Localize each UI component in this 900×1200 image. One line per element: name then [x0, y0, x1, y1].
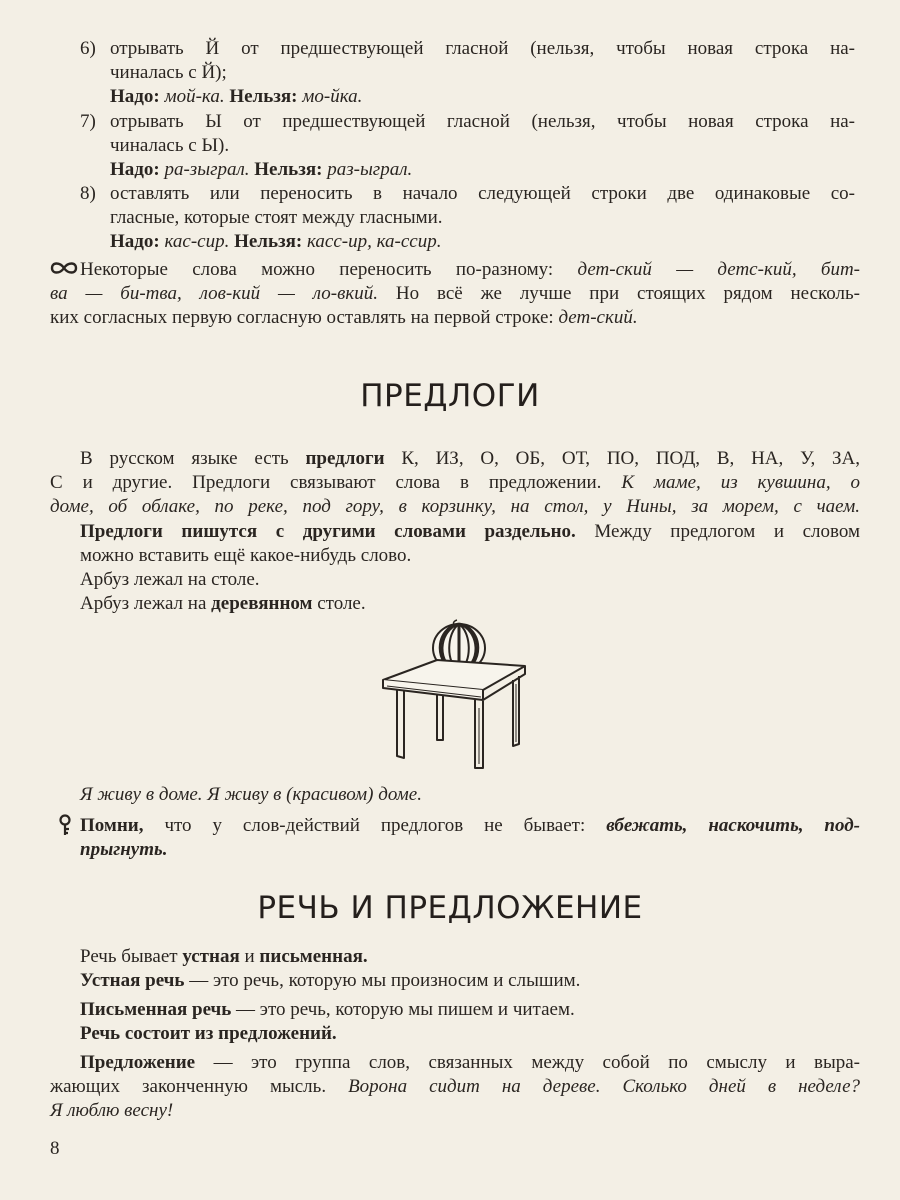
remember-label: Помни, — [80, 815, 144, 836]
text: столе. — [317, 593, 366, 614]
rule: Предлоги пишутся с другими словами раздельно. — [80, 521, 576, 542]
hyphen-note-example: дет-ский — детс-кий, бит- — [577, 259, 861, 280]
term: устная — [182, 946, 240, 967]
do-label: Надо: — [110, 231, 160, 252]
speech-line-2 — [80, 969, 580, 993]
term-prepositions: предлоги — [305, 448, 385, 469]
hyphen-note-example: ва — би-тва, лов-кий — ло-вкий. — [50, 283, 379, 304]
term: письменная. — [259, 946, 368, 967]
text: Арбуз лежал на — [80, 593, 207, 614]
key-icon — [55, 814, 75, 836]
item-7-line-2: чиналась с Ы). — [110, 135, 230, 156]
prepositions-p2-line-1 — [80, 520, 860, 544]
inserted-word: деревянном — [211, 593, 313, 614]
dont-example: мо-йка. — [302, 86, 363, 107]
text: жающих законченную мысль. — [50, 1076, 327, 1097]
speech-line-4 — [80, 1022, 337, 1046]
remember-note-line-2 — [80, 838, 167, 862]
text: С и другие. Предлоги связывают слова в предложении. — [50, 472, 602, 493]
item-7-example — [110, 158, 412, 182]
dont-example: касс-ир, ка-ссир. — [307, 231, 442, 252]
hyphen-note-line-1 — [80, 258, 860, 282]
do-example: ра-зыграл. — [164, 159, 250, 180]
item-8-example — [110, 230, 441, 254]
prepositions-p1-line-3 — [50, 495, 860, 519]
definition-line-1 — [80, 1051, 860, 1075]
text: — это речь, которую мы пишем и читаем. — [236, 999, 575, 1020]
item-6-example — [110, 85, 362, 109]
text: что у слов-действий предлогов не бывает: — [164, 815, 586, 836]
text: Между предлогом и словом — [594, 521, 860, 542]
example-sentence-1: Арбуз лежал на столе. — [80, 569, 260, 590]
prepositions-p2-line-2: можно вставить ещё какое-нибудь слово. — [80, 545, 412, 566]
item-7-line-1: отрывать Ы от предшествующей гласной (нельзя, чтобы новая строка на- — [110, 111, 855, 132]
hyphen-note-line-3 — [50, 306, 638, 330]
prepositions-p1-line-1 — [80, 447, 860, 471]
term: Письменная речь — [80, 999, 232, 1020]
text: — это группа слов, связанных между собой по смыслу и выра- — [213, 1052, 860, 1073]
hyphen-note-text: Некоторые слова можно переносить по-разному: — [80, 259, 554, 280]
definition-line-2 — [50, 1075, 860, 1099]
dont-label: Нельзя: — [229, 86, 298, 107]
section-title-speech: РЕЧЬ И ПРЕДЛОЖЕНИЕ — [257, 890, 643, 926]
text: В русском языке есть — [80, 448, 289, 469]
do-label: Надо: — [110, 159, 160, 180]
example: вбежать, наскочить, под- — [606, 815, 861, 836]
example: Я люблю весну! — [50, 1100, 174, 1121]
text: — это речь, которую мы произносим и слышим. — [189, 970, 581, 991]
item-6-number: 6) — [80, 38, 96, 59]
text: и — [244, 946, 255, 967]
example: доме, об облаке, по реке, под гору, в корзинку, на стол, у Нины, за морем, с чаем. — [50, 496, 860, 517]
do-example: кас-сир. — [164, 231, 230, 252]
item-8-line-1: оставлять или переносить в начало следующей строки две одинаковые со- — [110, 183, 855, 204]
table-with-watermelon-illustration — [375, 618, 535, 773]
example: прыгнуть. — [80, 839, 168, 860]
prepositions-list: К, ИЗ, О, ОБ, ОТ, ПО, ПОД, В, НА, У, ЗА, — [401, 448, 860, 469]
do-example: мой-ка. — [164, 86, 225, 107]
dont-example: раз-ыграл. — [327, 159, 413, 180]
item-8-number: 8) — [80, 183, 96, 204]
term: Устная речь — [80, 970, 185, 991]
infinity-icon — [50, 261, 78, 275]
do-label: Надо: — [110, 86, 160, 107]
hyphen-note-line-2 — [50, 282, 860, 306]
item-8-line-2: гласные, которые стоят между гласными. — [110, 207, 443, 228]
text: Речь бывает — [80, 946, 178, 967]
hyphen-note-text: ких согласных первую согласную оставлять на первой строке: — [50, 307, 554, 328]
section-title-prepositions: ПРЕДЛОГИ — [360, 378, 540, 414]
example-sentence-2 — [80, 592, 366, 616]
speech-line-1 — [80, 945, 368, 969]
dont-label: Нельзя: — [234, 231, 303, 252]
example: Ворона сидит на дереве. Сколько дней в неделе? — [348, 1076, 860, 1097]
hyphen-note-example: дет-ский. — [558, 307, 638, 328]
dont-label: Нельзя: — [254, 159, 323, 180]
caption-text: Я живу в доме. Я живу в (красивом) доме. — [80, 784, 422, 805]
speech-line-3 — [80, 998, 575, 1022]
page-number: 8 — [50, 1138, 60, 1159]
item-7-number: 7) — [80, 111, 96, 132]
rule: Речь состоит из предложений. — [80, 1023, 337, 1044]
hyphen-note-text: Но всё же лучше при стоящих рядом несколь- — [395, 283, 861, 304]
remember-note-line-1 — [80, 814, 860, 838]
definition-line-3 — [50, 1099, 173, 1123]
illustration-caption — [80, 783, 422, 807]
item-6-line-2: чиналась с Й); — [110, 62, 227, 83]
example: К маме, из кувшина, о — [621, 472, 861, 493]
item-6-line-1: отрывать Й от предшествующей гласной (нельзя, чтобы новая строка на- — [110, 38, 855, 59]
term: Предложение — [80, 1052, 196, 1073]
prepositions-p1-line-2 — [50, 471, 860, 495]
